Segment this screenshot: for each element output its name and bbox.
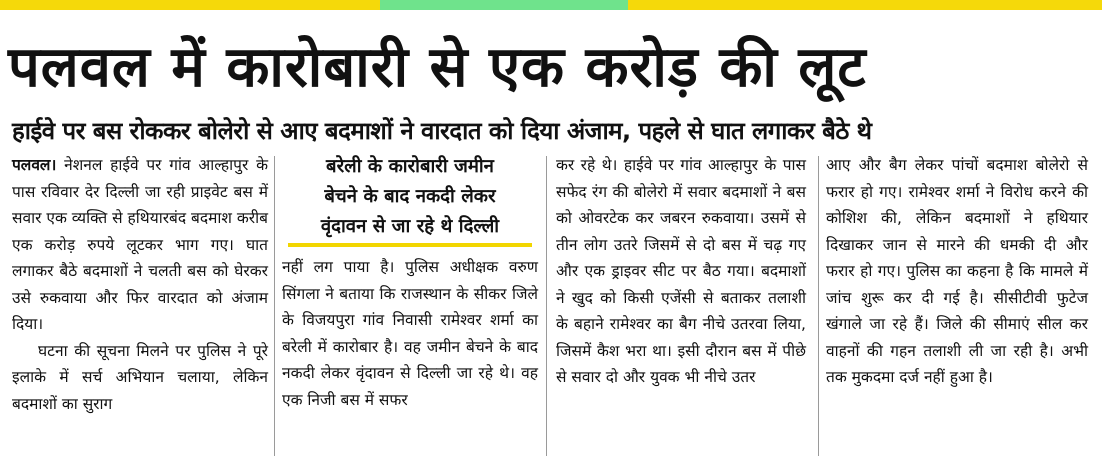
article-column-3 xyxy=(556,152,806,391)
headline: पलवल में कारोबारी से एक करोड़ की लूट xyxy=(8,35,867,100)
article-column-4 xyxy=(826,152,1088,391)
article-column-2 xyxy=(282,152,538,413)
pull-quote-line: वृंदावन से जा रहे थे दिल्ली xyxy=(320,216,500,237)
dateline: पलवल। xyxy=(12,156,57,174)
article-column-1 xyxy=(12,152,268,417)
top-bar-yellow-right xyxy=(628,0,1102,10)
pull-quote-line: बरेली के कारोबारी जमीन xyxy=(326,156,494,177)
subheadline: हाईवे पर बस रोककर बोलेरो से आए बदमाशों ने वारदात को दिया अंजाम, पहले से घात लगाकर बैठे थे xyxy=(12,117,872,145)
column-1-paragraph-1 xyxy=(12,152,268,338)
column-1-paragraph-2: घटना की सूचना मिलने पर पुलिस ने पूरे इलाके में सर्च अभियान चलाया, लेकिन बदमाशों का सुराग xyxy=(12,341,268,413)
top-color-bar xyxy=(0,0,1102,10)
column-rule-3 xyxy=(818,156,819,456)
column-4-paragraph-1: आए और बैग लेकर पांचों बदमाश बोलेरो से फरार हो गए। रामेश्वर शर्मा ने विरोध करने की कोशिश की, लेकिन बदमाशों ने हथियार दिखाकर जान से मारने की धमकी दी और फरार हो गए। पुलिस का कहना है कि मामले में जांच शुरू कर दी गई है। सीसीटीवी फुटेज खंगाले जा रहे हैं। जिले की सीमाएं सील कर वाहनों की गहन तलाशी ली जा रही है। अभी तक मुकदमा दर्ज नहीं हुआ है। xyxy=(826,156,1088,386)
column-3-paragraph-1: कर रहे थे। हाईवे पर गांव आल्हापुर के पास सफेद रंग की बोलेरो में सवार बदमाशों ने बस को ओवरटेक कर जबरन रुकवाया। उसमें से तीन लोग उतरे जिसमें से दो बस में चढ़ गए और एक ड्राइवर सीट पर बैठ गया। बदमाशों ने खुद को किसी एजेंसी से बताकर तलाशी के बहाने रामेश्वर का बैग नीचे उतरवा लिया, जिसमें कैश भरा था। इसी दौरान बस में पीछे से सवार दो और युवक भी नीचे उतर xyxy=(556,156,806,386)
column-1-text-1: नेशनल हाईवे पर गांव आल्हापुर के पास रविवार देर दिल्ली जा रही प्राइवेट बस में सवार एक व्यक्ति से हथियारबंद बदमाश करीब एक करोड़ रुपये लूटकर भाग गए। घात लगाकर बैठे बदमाशों ने चलती बस को घेरकर उसे रुकवाया और फिर वारदात को अंजाम दिया। xyxy=(12,156,269,333)
pull-quote-line: बेचने के बाद नकदी लेकर xyxy=(324,186,496,207)
column-rule-1 xyxy=(274,156,275,456)
top-bar-green-middle xyxy=(380,0,628,10)
column-rule-2 xyxy=(546,156,547,456)
column-2-paragraph-1: नहीं लग पाया है। पुलिस अधीक्षक वरुण सिंगला ने बताया कि राजस्थान के सीकर जिले के विजयपुरा गांव निवासी रामेश्वर शर्मा का बरेली में कारोबार है। वह जमीन बेचने के बाद नकदी लेकर वृंदावन से दिल्ली जा रहे थे। वह एक निजी बस में सफर xyxy=(282,258,538,409)
top-bar-yellow-left xyxy=(0,0,380,10)
